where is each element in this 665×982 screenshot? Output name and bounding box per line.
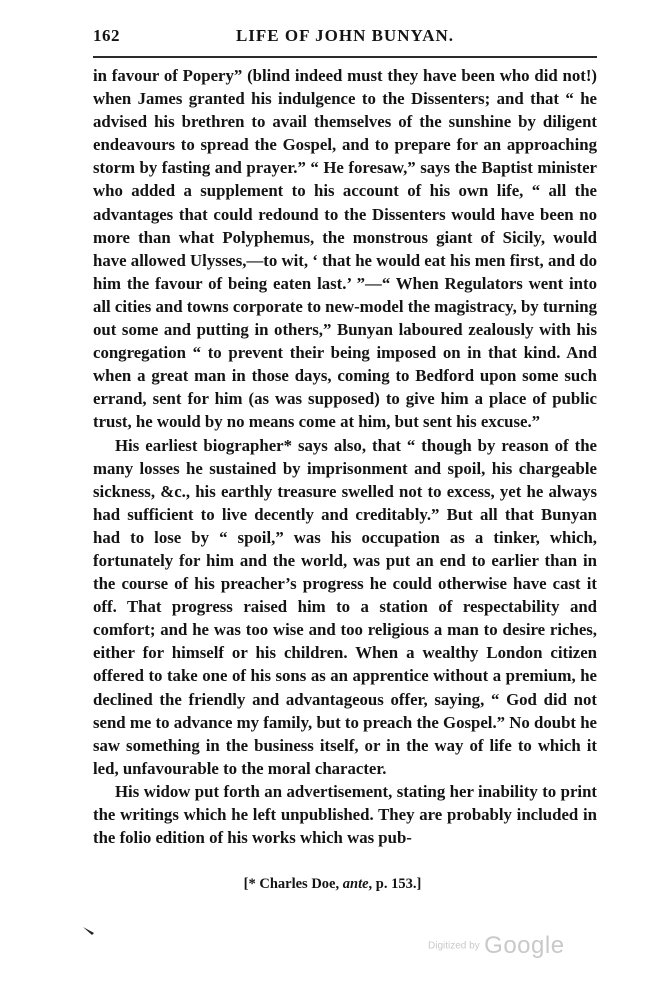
header-rule (93, 56, 597, 58)
page-number: 162 (93, 26, 120, 45)
watermark-small-text: Digitized by (428, 940, 480, 952)
paragraph-2: His earliest biographer* says also, that “ though by reason of the many losses he sustained by imprisonment and spoil, his chargeable sickness, &c., his earthly treasure swelled not to excess, yet he always had sufficient to live decently and creditably.” But all that Bunyan had to lose by “ spoil,” was his occupation as a tinker, which, fortunately for him and the world, was put an end to earlier than in the course of his preacher’s progress he could otherwise have cast it off. That progress raised him to a station of respectability and comfort; and he was too wise and too religious a man to desire riches, either for himself or his children. When a wealthy London citizen offered to take one of his sons as an apprentice without a premium, he declined the friendly and advantageous offer, saying, “ God did not send me to advance my family, but to preach the Gospel.” No doubt he saw something in the business itself, or in the way of life to which it led, unfavourable to the moral character. (93, 435, 597, 778)
watermark-logo-text: Google (484, 932, 565, 959)
body-text (93, 64, 597, 849)
paragraph-3: His widow put forth an advertisement, stating her inability to print the writings which he left unpublished. They are probably included in the folio edition of his works which was pub- (93, 781, 597, 848)
running-head: LIFE OF JOHN BUNYAN. (235, 26, 455, 45)
footnote-italic: ante (342, 876, 369, 892)
digitized-watermark (428, 932, 565, 966)
stray-mark-icon (82, 926, 98, 936)
paragraph-1: in favour of Popery” (blind indeed must they have been who did not!) when James granted his indulgence to the Dissenters; and that “ he advised his brethren to avail themselves of the sunshine by diligent endeavours to spread the Gospel, and to prepare for an approaching storm by fasting and prayer.” “ He foresaw,” says the Baptist minister who added a supplement to his account of his own life, “ all the advantages that could redound to the Dissenters would have been no more than what Polyphemus, the monstrous giant of Sicily, would have allowed Ulysses,—to wit, ‘ that he would eat his men first, and do him the favour of being eaten last.’ ”—“ When Regulators went into all cities and towns corporate to new-model the magistracy, by turning out some and putting in others,” Bunyan laboured zealously with his congregation “ to prevent their being imposed on in that kind. And when a great man in those days, coming to Bedford upon some such errand, sent for him (as was supposed) to give him a place of public trust, he would by no means come at him, but sent his excuse.” (93, 66, 597, 432)
footnote (0, 876, 665, 893)
footnote-prefix: [* Charles Doe, (243, 876, 343, 892)
page-header (93, 26, 597, 48)
footnote-suffix: , p. 153.] (368, 876, 422, 892)
